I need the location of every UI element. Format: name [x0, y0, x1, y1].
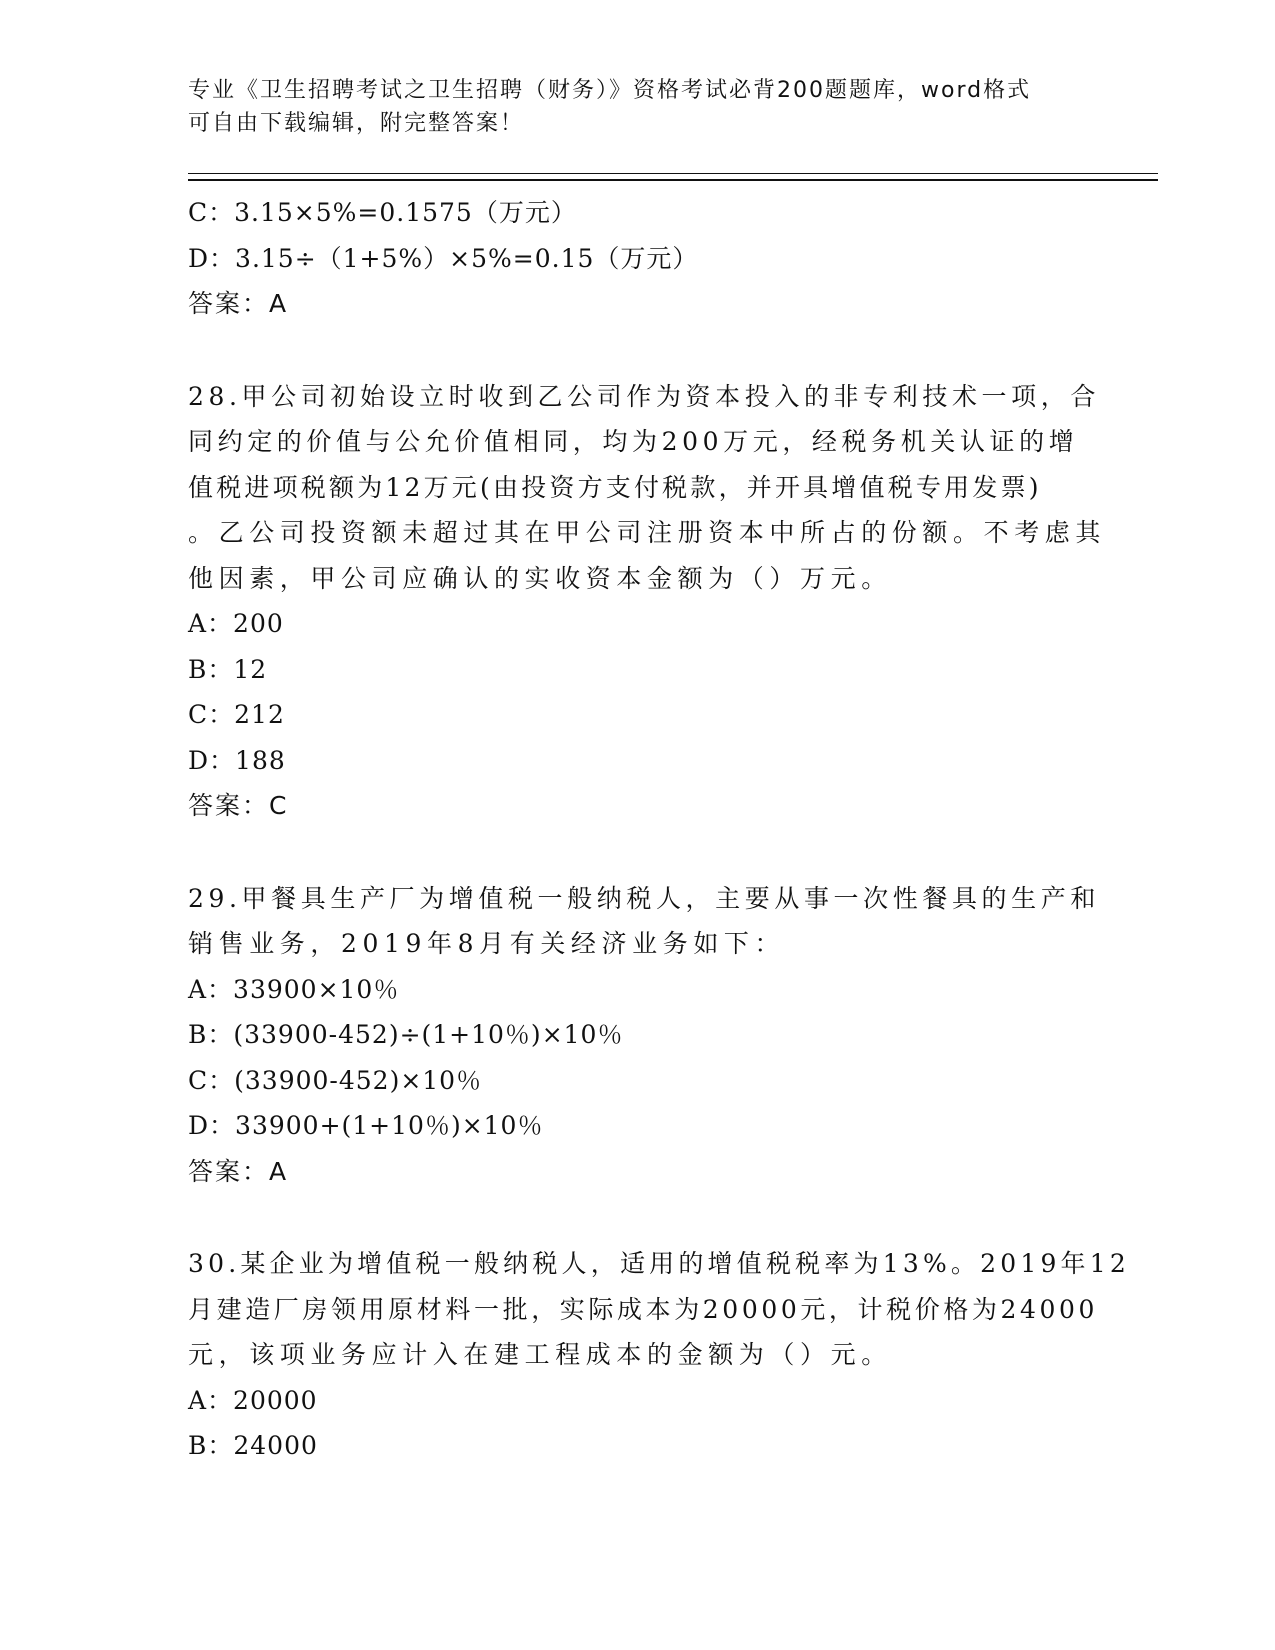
- question-28: [188, 374, 1107, 829]
- option-d: D：3.15÷（1+5%）×5%=0.15（万元）: [188, 243, 699, 273]
- document-header: [188, 74, 1068, 140]
- question-content: [188, 190, 1130, 1469]
- question-stem-line: 销售业务，2019年8月有关经济业务如下：: [188, 929, 786, 958]
- answer-line: 答案：A: [188, 1156, 289, 1186]
- question-29: [188, 876, 1100, 1195]
- answer-line: 答案：A: [188, 289, 289, 318]
- question-30: [188, 1241, 1130, 1469]
- option-a: A：20000: [188, 1385, 318, 1415]
- question-stem-line: 29.甲餐具生产厂为增值税一般纳税人，主要从事一次性餐具的生产和: [188, 883, 1100, 913]
- option-b: B：(33900-452)÷(1+10％)×10％: [188, 1020, 624, 1049]
- header-title-line-2: 可自由下载编辑，附完整答案！: [188, 111, 525, 136]
- option-c: C：(33900-452)×10％: [188, 1065, 483, 1095]
- question-27-tail: [188, 190, 1088, 327]
- option-b: B：12: [188, 654, 268, 684]
- question-stem-line: 他因素，甲公司应确认的实收资本金额为（）万元。: [188, 563, 892, 593]
- option-d: D：188: [188, 745, 286, 775]
- question-stem-line: 值税进项税额为12万元(由投资方支付税款，并开具增值税专用发票): [188, 472, 1042, 502]
- question-stem-line: 28.甲公司初始设立时收到乙公司作为资本投入的非专利技术一项，合: [188, 381, 1100, 411]
- option-d: D：33900+(1+10％)×10％: [188, 1111, 544, 1140]
- spacer: [188, 1194, 1088, 1241]
- header-title-line-1: 专业《卫生招聘考试之卫生招聘（财务）》资格考试必背200题题库，word格式: [188, 78, 1032, 103]
- spacer: [188, 829, 1088, 876]
- question-stem-line: 月建造厂房领用原材料一批，实际成本为20000元，计税价格为24000: [188, 1294, 1099, 1324]
- header-divider-thick: [188, 179, 1158, 181]
- option-b: B：24000: [188, 1431, 318, 1460]
- option-a: A：200: [188, 609, 284, 638]
- header-divider-thin: [188, 173, 1158, 174]
- question-stem-line: 元，该项业务应计入在建工程成本的金额为（）元。: [188, 1340, 892, 1369]
- answer-line: 答案：C: [188, 791, 289, 820]
- question-stem-line: 30.某企业为增值税一般纳税人，适用的增值税税率为13%。2019年12: [188, 1249, 1130, 1278]
- question-stem-line: 。乙公司投资额未超过其在甲公司注册资本中所占的份额。不考虑其: [188, 518, 1107, 547]
- question-stem-line: 同约定的价值与公允价值相同，均为200万元，经税务机关认证的增: [188, 427, 1079, 456]
- option-c: C：3.15×5%=0.1575（万元）: [188, 198, 577, 227]
- option-c: C：212: [188, 700, 285, 729]
- option-a: A：33900×10％: [188, 974, 400, 1004]
- spacer: [188, 327, 1088, 374]
